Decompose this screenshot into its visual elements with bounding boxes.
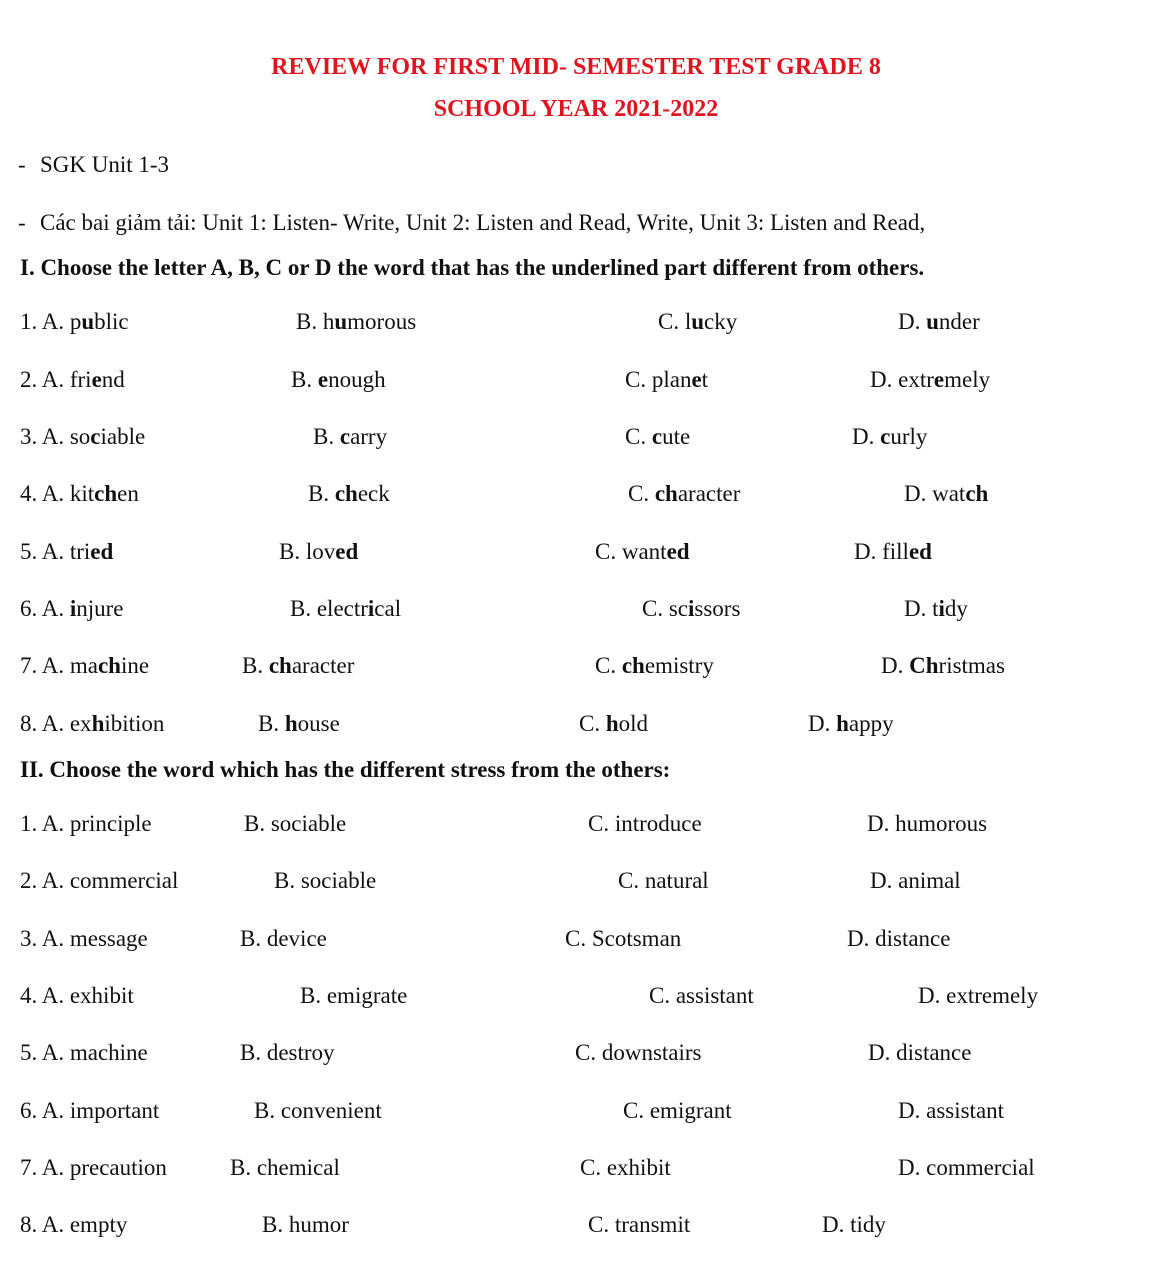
highlighted-letters: ed <box>335 539 359 564</box>
section-1-q8-option-c: C. hold <box>579 711 649 736</box>
section-2-q8-option-b: B. humor <box>262 1212 349 1237</box>
highlighted-letters: ch <box>268 653 292 678</box>
highlighted-letters: h <box>605 711 619 736</box>
section-2-q3-option-a: 3. A. message <box>20 926 148 951</box>
section-1-q8-option-a: 8. A. exhibition <box>20 711 165 736</box>
highlighted-letters: Ch <box>909 653 939 678</box>
section-1-q5-option-b: B. loved <box>279 539 359 564</box>
section-1-q2-option-b: B. enough <box>291 367 386 392</box>
highlighted-letters: e <box>91 367 102 392</box>
section-1-q7-option-b: B. character <box>242 653 355 678</box>
highlighted-letters: i <box>367 596 375 621</box>
section-1-q7-option-c: C. chemistry <box>595 653 714 678</box>
section-1-q8-option-d: D. happy <box>808 711 894 736</box>
section-2-q1-option-d: D. humorous <box>867 811 988 836</box>
section-1-q1-option-d: D. under <box>898 309 980 334</box>
note-line: - SGK Unit 1-3 <box>18 152 170 177</box>
highlighted-letters: ed <box>666 539 690 564</box>
section-1-q4-option-b: B. check <box>308 481 390 506</box>
section-1-q2-option-c: C. planet <box>625 367 709 392</box>
section-2-q8-option-c: C. transmit <box>588 1212 691 1237</box>
highlighted-letters: c <box>651 424 663 449</box>
section-2-q7-option-b: B. chemical <box>230 1155 340 1180</box>
highlighted-letters: ch <box>334 481 358 506</box>
section-2-q6-option-a: 6. A. important <box>20 1098 160 1123</box>
highlighted-letters: h <box>91 711 105 736</box>
highlighted-letters: ch <box>654 481 678 506</box>
highlighted-letters: c <box>880 424 891 449</box>
section-2-q4-option-c: C. assistant <box>649 983 754 1008</box>
section-2-q3-option-d: D. distance <box>847 926 951 951</box>
highlighted-letters: ch <box>621 653 645 678</box>
highlighted-letters: ch <box>965 481 989 506</box>
section-1-q3-option-a: 3. A. sociable <box>20 424 146 449</box>
section-1-q4-option-d: D. watch <box>904 481 989 506</box>
section-1-q5-option-a: 5. A. tried <box>20 539 114 564</box>
section-2-q2-option-c: C. natural <box>618 868 709 893</box>
highlighted-letters: u <box>926 309 939 334</box>
highlighted-letters: i <box>69 596 77 621</box>
highlighted-letters: u <box>334 309 348 334</box>
section-1-q6-option-d: D. tidy <box>904 596 968 621</box>
section-2-q8-option-a: 8. A. empty <box>20 1212 128 1237</box>
section-1-q1-option-a: 1. A. public <box>20 309 129 334</box>
school-year: SCHOOL YEAR 2021-2022 <box>433 96 719 122</box>
section-2-q7-option-a: 7. A. precaution <box>20 1155 167 1180</box>
section-1-q7-option-a: 7. A. machine <box>20 653 150 678</box>
section-2-q1-option-b: B. sociable <box>244 811 347 836</box>
section-1-q1-option-b: B. humorous <box>296 309 417 334</box>
highlighted-letters: h <box>284 711 298 736</box>
highlighted-letters: ed <box>908 539 932 564</box>
section-2-q7-option-d: D. commercial <box>898 1155 1035 1180</box>
highlighted-letters: h <box>836 711 849 736</box>
highlighted-letters: ch <box>94 481 118 506</box>
highlighted-letters: e <box>691 367 702 392</box>
section-2-q6-option-d: D. assistant <box>898 1098 1005 1123</box>
section-1-q3-option-c: C. cute <box>625 424 691 449</box>
section-2-q2-option-a: 2. A. commercial <box>20 868 179 893</box>
highlighted-letters: i <box>938 596 945 621</box>
highlighted-letters: u <box>691 309 705 334</box>
section-1-q4-option-c: C. character <box>628 481 741 506</box>
section-1-q2-option-d: D. extremely <box>870 367 991 392</box>
section-2-q6-option-b: B. convenient <box>254 1098 382 1123</box>
section-2-q1-option-c: C. introduce <box>588 811 702 836</box>
section-1-heading: I. Choose the letter A, B, C or D the word that has the underlined part different from others. <box>20 255 925 280</box>
section-1-q2-option-a: 2. A. friend <box>20 367 125 392</box>
document-title: REVIEW FOR FIRST MID- SEMESTER TEST GRADE 8 <box>271 54 881 80</box>
section-2-q5-option-d: D. distance <box>868 1040 972 1065</box>
section-2-q5-option-c: C. downstairs <box>575 1040 702 1065</box>
section-2-q7-option-c: C. exhibit <box>580 1155 671 1180</box>
section-1-q6-option-a: 6. A. injure <box>20 596 124 621</box>
section-2-q3-option-c: C. Scotsman <box>565 926 682 951</box>
section-2-q5-option-a: 5. A. machine <box>20 1040 148 1065</box>
section-1-q8-option-b: B. house <box>258 711 340 736</box>
section-1-q4-option-a: 4. A. kitchen <box>20 481 139 506</box>
section-2-q6-option-c: C. emigrant <box>623 1098 732 1123</box>
section-2-q4-option-d: D. extremely <box>918 983 1039 1008</box>
highlighted-letters: i <box>688 596 695 621</box>
highlighted-letters: c <box>339 424 351 449</box>
section-1-q5-option-d: D. filled <box>854 539 932 564</box>
section-2-q4-option-a: 4. A. exhibit <box>20 983 134 1008</box>
section-1-q6-option-c: C. scissors <box>642 596 741 621</box>
section-2-q8-option-d: D. tidy <box>822 1212 886 1237</box>
highlighted-letters: c <box>90 424 101 449</box>
highlighted-letters: ch <box>97 653 121 678</box>
section-2-q1-option-a: 1. A. principle <box>20 811 152 836</box>
section-2-q2-option-b: B. sociable <box>274 868 377 893</box>
section-2-heading: II. Choose the word which has the different stress from the others: <box>20 757 671 782</box>
highlighted-letters: e <box>317 367 329 392</box>
section-1-q5-option-c: C. wanted <box>595 539 690 564</box>
highlighted-letters: ed <box>90 539 114 564</box>
note-line: - Các bai giảm tải: Unit 1: Listen- Write, Unit 2: Listen and Read, Write, Unit 3: Listen and Read, <box>18 210 926 235</box>
section-1-q3-option-b: B. carry <box>313 424 388 449</box>
section-2-q2-option-d: D. animal <box>870 868 961 893</box>
highlighted-letters: u <box>81 309 95 334</box>
section-1-q3-option-d: D. curly <box>852 424 928 449</box>
section-2-q4-option-b: B. emigrate <box>300 983 408 1008</box>
highlighted-letters: e <box>933 367 945 392</box>
section-2-q5-option-b: B. destroy <box>240 1040 335 1065</box>
section-1-q7-option-d: D. Christmas <box>881 653 1005 678</box>
section-2-q3-option-b: B. device <box>240 926 327 951</box>
section-1-q6-option-b: B. electrical <box>290 596 402 621</box>
section-1-q1-option-c: C. lucky <box>658 309 738 334</box>
